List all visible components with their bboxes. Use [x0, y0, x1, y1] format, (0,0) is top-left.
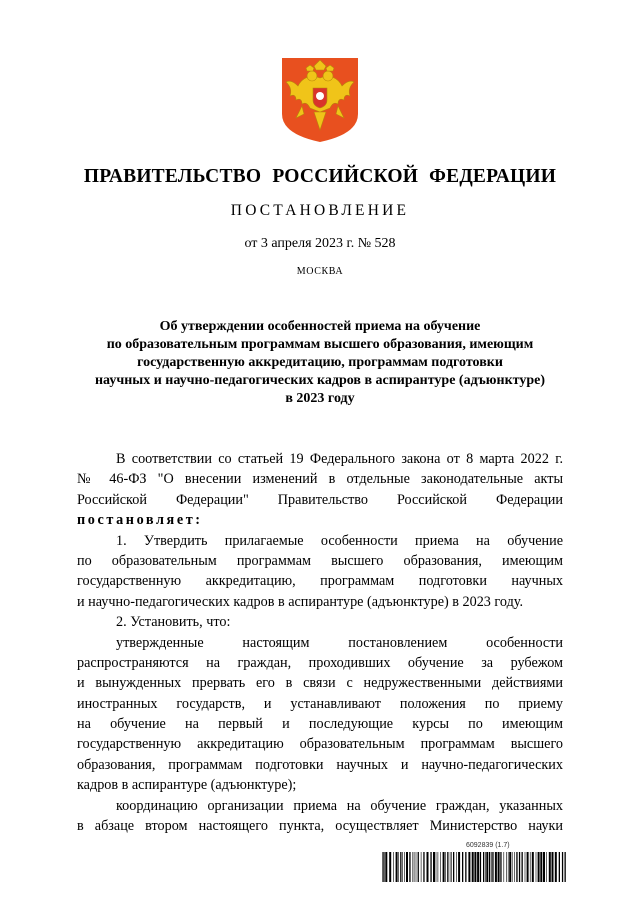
barcode-bar [393, 852, 394, 882]
barcode-bar [468, 852, 470, 882]
barcode-bar [491, 852, 492, 882]
document-type: ПОСТАНОВЛЕНИЕ [230, 202, 410, 219]
barcode-bar [485, 852, 486, 882]
barcode-bar [453, 852, 454, 882]
barcode-bar [500, 852, 501, 882]
barcode-bar [543, 852, 545, 882]
barcode-bar [462, 852, 463, 882]
barcode-bar [414, 852, 415, 882]
barcode-bar [532, 852, 534, 882]
barcode-bar [549, 852, 551, 882]
barcode-bar [436, 852, 437, 882]
body-line: в абзаце втором настоящего пункта, осуществляет Министерство науки [77, 818, 563, 835]
barcode-bar [483, 852, 484, 882]
government-name: ПРАВИТЕЛЬСТВО РОССИЙСКОЙ ФЕДЕРАЦИИ [83, 166, 557, 187]
barcode-bar [413, 852, 414, 882]
body-line: и вынужденных прервать его в связи с недружественными действиями [77, 675, 563, 692]
body-line: 2. Установить, что: [116, 614, 231, 631]
barcode-bar [514, 852, 515, 882]
barcode-bar [382, 852, 383, 882]
body-line: распространяются на граждан, проходивших обучение за рубежом [77, 654, 563, 671]
barcode-bar [402, 852, 403, 882]
barcode-bar [438, 852, 439, 882]
barcode-bar [480, 852, 481, 882]
barcode-bar [385, 852, 387, 882]
body-line: кадров в аспирантуре (адъюнктуре); [77, 777, 297, 794]
barcode-bar [396, 852, 398, 882]
barcode-bar [509, 852, 511, 882]
barcode-bar [406, 852, 408, 882]
barcode-bar [433, 852, 435, 882]
barcode-bar [495, 852, 497, 882]
barcode-bar [450, 852, 451, 882]
barcode-bar [445, 852, 446, 882]
barcode-bar [504, 852, 505, 882]
body-line: координацию организации приема на обучение граждан, указанных [116, 797, 563, 814]
decree-keyword: постановляет: [77, 512, 203, 529]
barcode-bar [447, 852, 448, 882]
barcode-bar [477, 852, 479, 882]
barcode-bar [389, 852, 391, 882]
russian-coat-of-arms-icon [280, 56, 360, 144]
title-line: государственную аккредитацию, программам подготовки [137, 355, 503, 370]
body-line: и научно-педагогических кадров в аспирантуре (адъюнктуре) в 2023 году. [77, 593, 524, 610]
barcode-icon [382, 852, 566, 882]
barcode-bar [498, 852, 500, 882]
barcode-bar [562, 852, 563, 882]
barcode-bar [427, 852, 429, 882]
title-line: Об утверждении особенностей приема на обучение [159, 319, 481, 334]
body-line: иностранных государств, и устанавливают положения по приему [77, 695, 563, 712]
barcode-bar [516, 852, 517, 882]
body-line: В соответствии со статьей 19 Федерального закона от 8 марта 2022 г. [116, 451, 563, 467]
document-title [70, 318, 570, 408]
barcode-bar [538, 852, 540, 882]
body-line: № 46-ФЗ "О внесении изменений в отдельные законодательные акты [77, 471, 563, 488]
body-line: образования, программам подготовки научных и научно-педагогических [77, 756, 563, 773]
title-line: научных и научно-педагогических кадров в аспирантуре (адъюнктуре) [94, 373, 545, 388]
barcode-bar [465, 852, 466, 882]
barcode-bar [546, 852, 547, 882]
barcode-bar [486, 852, 488, 882]
barcode-bar [552, 852, 554, 882]
barcode-bar [430, 852, 431, 882]
barcode-bar [404, 852, 405, 882]
document-city: МОСКВА [296, 266, 344, 277]
document-body [77, 449, 563, 836]
barcode-bar [423, 852, 424, 882]
barcode-bar [559, 852, 560, 882]
barcode-bar [418, 852, 419, 882]
barcode-bar [443, 852, 445, 882]
barcode-bar [536, 852, 537, 882]
barcode-bar [530, 852, 531, 882]
title-line: в 2023 году [285, 391, 355, 406]
body-line: государственную аккредитацию, программам подготовки научных [77, 573, 563, 590]
document-date-number: от 3 апреля 2023 г. № 528 [244, 236, 396, 251]
barcode-bar [458, 852, 460, 882]
barcode-bar [522, 852, 523, 882]
barcode-bar [508, 852, 509, 882]
barcode-bar [440, 852, 441, 882]
body-line: Российской Федерации" Правительство Российской Федерации [77, 491, 563, 508]
body-line: на обучение на первый и последующие курсы по имеющим [77, 716, 563, 733]
body-line: по образовательным программам высшего образования, имеющим [77, 552, 563, 569]
barcode-bar [492, 852, 493, 882]
barcode-bar [472, 852, 474, 882]
barcode-bar [527, 852, 529, 882]
body-line: 1. Утвердить прилагаемые особенности приема на обучение [116, 532, 563, 549]
barcode-bar [416, 852, 417, 882]
body-line: государственную аккредитацию образовательным программам высшего [77, 736, 563, 753]
barcode-bar [555, 852, 557, 882]
barcode-bar [489, 852, 490, 882]
barcode-bar [565, 852, 566, 882]
body-line: утвержденные настоящим постановлением особенности [116, 634, 563, 651]
barcode-bar [525, 852, 526, 882]
barcode-bar [456, 852, 457, 882]
barcode-bar [383, 852, 384, 882]
barcode-bar [474, 852, 476, 882]
barcode-bar [421, 852, 422, 882]
barcode-bar [409, 852, 410, 882]
title-line: по образовательным программам высшего образования, имеющим [106, 337, 534, 352]
barcode-label: 6092839 (1.7) [466, 842, 510, 849]
barcode-bar [398, 852, 399, 882]
barcode-bar [506, 852, 507, 882]
barcode-bar [540, 852, 542, 882]
barcode-bar [451, 852, 452, 882]
barcode-bar [400, 852, 401, 882]
barcode-bar [519, 852, 520, 882]
barcode-bar [512, 852, 513, 882]
